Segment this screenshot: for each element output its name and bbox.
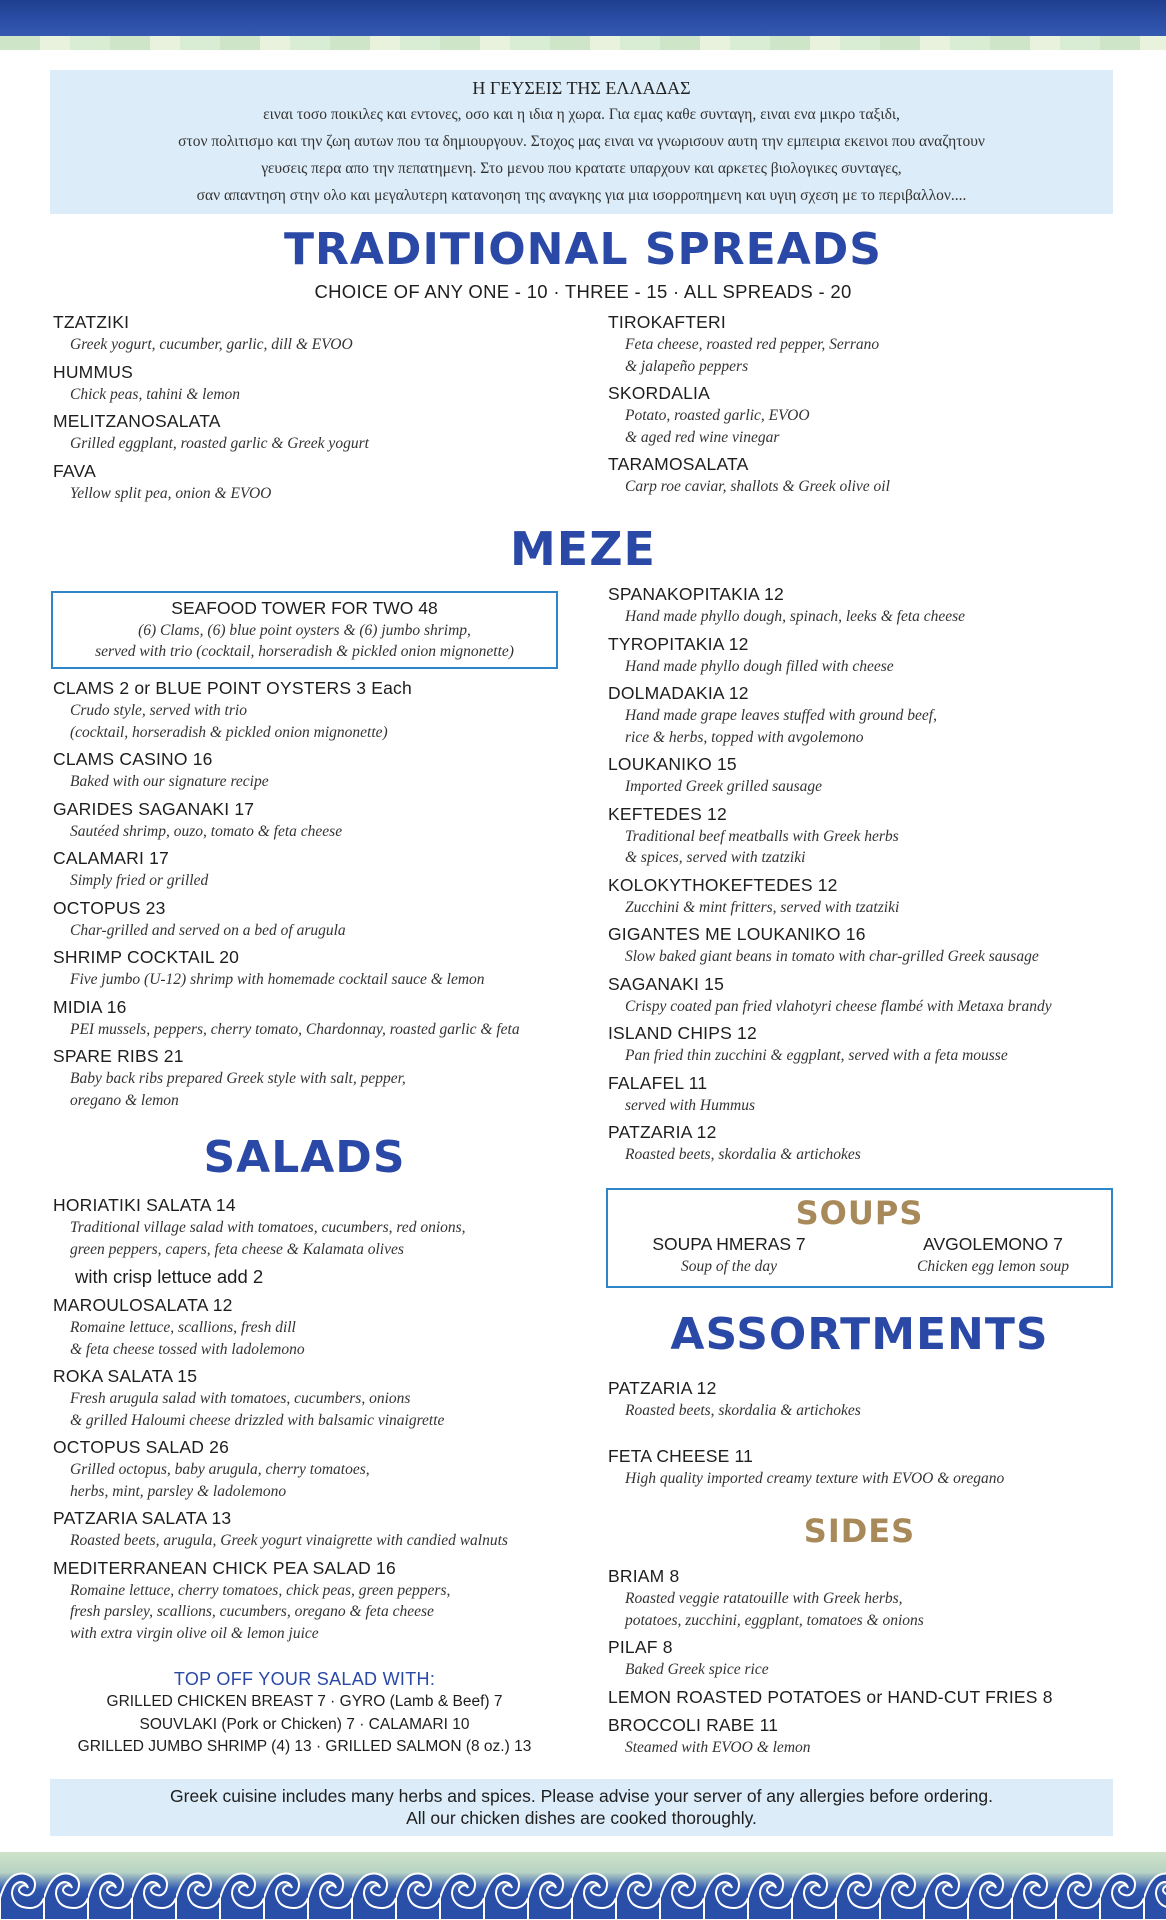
soups-heading: SOUPS [795,1194,924,1232]
menu-item [53,1045,573,1111]
meze-heading: MEZE [510,522,656,576]
item-name: BROCCOLI RABE 11 [608,1714,779,1735]
salad-topoff [51,1667,558,1759]
item-name: PILAF 8 [608,1637,673,1657]
item-name: KOLOKYTHOKEFTEDES 12 [608,874,838,895]
intro-line: στον πολιτισμο και την ζωη αυτων που τα δημιουργουν. Στοχος μας ειναι να γνωρισουν αυτη την εμπειρια εκεινοι που αναζητουν [178,133,985,150]
item-desc: Slow baked giant beans in tomato with char-grilled Greek sausage [625,948,1039,965]
menu-item [53,1365,573,1431]
item-name: OCTOPUS 23 [53,897,166,918]
intro-panel [50,70,1113,214]
item-name: SPANAKOPITAKIA 12 [608,584,784,604]
assortments-heading: ASSORTMENTS [670,1309,1049,1360]
menu-item [53,1294,573,1360]
soup-item [624,1233,834,1277]
bottom-wave-band [0,1852,1166,1920]
sides-column [608,1565,1148,1763]
menu-item [53,847,573,892]
item-name: FAVA [53,460,96,481]
menu-item [53,1507,573,1552]
item-name: OCTOPUS SALAD 26 [53,1437,229,1457]
item-desc: Yellow split pea, onion & EVOO [70,484,272,502]
item-name: KEFTEDES 12 [608,803,727,824]
menu-item [608,1714,1148,1759]
item-desc: Romaine lettuce, scallions, fresh dill & feta cheese tossed with ladolemono [70,1319,305,1358]
salads-column [53,1194,573,1649]
topoff-line: SOUVLAKI (Pork or Chicken) 7 · CALAMARI 10 [139,1715,470,1733]
sides-heading: SIDES [803,1512,916,1550]
menu-item [608,1121,1128,1166]
item-name: PATZARIA 12 [608,1378,717,1398]
item-desc: Baby back ribs prepared Greek style with salt, pepper, oregano & lemon [70,1070,406,1109]
item-desc: Potato, roasted garlic, EVOO & aged red wine vinegar [625,407,810,446]
menu-item [53,460,573,505]
menu-item [53,897,573,942]
menu-item [608,453,1128,498]
item-name: SKORDALIA [608,383,710,403]
item-desc: Soup of the day [681,1258,777,1275]
item-desc: served with Hummus [625,1096,756,1114]
item-desc: served with trio (cocktail, horseradish & pickled onion mignonette) [95,643,514,660]
notice-line: All our chicken dishes are cooked thoroughly. [406,1808,757,1828]
item-desc: Char-grilled and served on a bed of arugula [70,921,346,939]
menu-item [608,1636,1148,1681]
salad-addon: with crisp lettuce add 2 [75,1266,264,1287]
item-desc: PEI mussels, peppers, cherry tomato, Chardonnay, roasted garlic & feta [70,1020,520,1038]
allergy-notice [50,1779,1113,1836]
menu-item [53,996,573,1041]
item-desc: Sautéed shrimp, ouzo, tomato & feta cheese [70,822,343,840]
item-desc: Steamed with EVOO & lemon [625,1738,811,1756]
menu-item [53,311,573,356]
item-name: DOLMADAKIA 12 [608,683,749,703]
item-name: FETA CHEESE 11 [608,1445,754,1466]
item-name: HUMMUS [53,361,133,382]
item-desc: Simply fried or grilled [70,872,209,889]
spreads-right-column [608,311,1128,503]
spreads-heading: TRADITIONAL SPREADS [283,224,882,275]
item-name: CLAMS 2 or BLUE POINT OYSTERS 3 Each [53,678,412,698]
menu-item [53,677,573,743]
menu-item [608,682,1128,748]
soup-item [888,1233,1098,1277]
item-desc: Chick peas, tahini & lemon [70,385,241,403]
topoff-line: GRILLED CHICKEN BREAST 7 · GYRO (Lamb & Beef) 7 [106,1693,503,1710]
intro-title: Η ΓΕΥΣΕΙΣ ΤΗΣ ΕΛΛΑΔΑΣ [472,78,691,98]
item-desc: High quality imported creamy texture with EVOO & oregano [625,1469,1005,1487]
item-desc: Imported Greek grilled sausage [625,778,823,795]
item-name: TIROKAFTERI [608,312,726,332]
intro-line: γευσεις περα απο την πεπατημενη. Στο μενου που κρατατε υπαρχουν και αρκετες βιολογικες συνταγες, [261,160,902,177]
item-desc: Fresh arugula salad with tomatoes, cucumbers, onions & grilled Haloumi cheese drizzled with balsamic vinaigrette [70,1390,445,1429]
item-name: FALAFEL 11 [608,1072,708,1093]
seafood-tower-box [51,591,558,669]
item-desc: Hand made phyllo dough, spinach, leeks & feta cheese [625,608,966,625]
menu-item [608,753,1128,798]
item-name: MIDIA 16 [53,996,127,1017]
item-desc: Grilled octopus, baby arugula, cherry tomatoes, herbs, mint, parsley & ladolemono [70,1461,370,1500]
menu-item [608,311,1128,377]
item-name: MELITZANOSALATA [53,411,221,431]
menu-item [608,633,1128,678]
item-name: CALAMARI 17 [53,848,169,868]
menu-item [608,1377,1128,1422]
item-name: BRIAM 8 [608,1566,680,1586]
intro-line: σαν απαντηση στην ολο και μεγαλυτερη κατανοηση της αναγκης για μια ισορροπημενη και υγιη σχεση με το περιβαλλον.... [196,187,967,204]
menu-item [53,410,573,455]
menu-item [53,748,573,793]
item-desc: Crudo style, served with trio (cocktail, horseradish & pickled onion mignonette) [70,702,388,741]
menu-item [608,583,1128,628]
item-name: MEDITERRANEAN CHICK PEA SALAD 16 [53,1557,396,1578]
top-decorative-band [0,0,1166,36]
item-desc: Roasted beets, arugula, Greek yogurt vinaigrette with candied walnuts [70,1532,508,1549]
item-desc: Five jumbo (U-12) shrimp with homemade cocktail sauce & lemon [70,971,485,988]
menu-item [608,1022,1128,1067]
meze-right-column [608,583,1128,1171]
item-name: TZATZIKI [53,312,130,332]
item-name: PATZARIA SALATA 13 [53,1508,232,1528]
item-name: SOUPA HMERAS 7 [652,1234,806,1254]
item-desc: Roasted beets, skordalia & artichokes [625,1402,861,1419]
item-name: LEMON ROASTED POTATOES or HAND-CUT FRIES 8 [608,1686,1053,1707]
menu-item [608,1072,1128,1117]
menu-item [53,1436,573,1502]
topoff-heading: TOP OFF YOUR SALAD WITH: [173,1669,436,1689]
intro-line: ειναι τοσο ποικιλες και εντονες, οσο και η ιδια η χωρα. Για εμας καθε συνταγη, ειναι ενα μικρο ταξιδι, [263,106,900,123]
item-desc: Greek yogurt, cucumber, garlic, dill & EVOO [70,336,353,353]
item-desc: Crispy coated pan fried vlahotyri cheese flambé with Metaxa brandy [625,997,1052,1015]
item-name: CLAMS CASINO 16 [53,749,213,769]
item-name: TYROPITAKIA 12 [608,633,749,654]
menu-item [53,1557,573,1645]
item-name: GARIDES SAGANAKI 17 [53,798,255,819]
spreads-left-column [53,311,573,509]
item-desc: Grilled eggplant, roasted garlic & Greek yogurt [70,435,369,452]
menu-item [53,361,573,406]
item-desc: Baked Greek spice rice [625,1661,769,1678]
item-name: AVGOLEMONO 7 [923,1234,1063,1254]
topoff-line: GRILLED JUMBO SHRIMP (4) 13 · GRILLED SALMON (8 oz.) 13 [77,1738,532,1755]
meze-left-column [53,677,573,1116]
item-name: SAGANAKI 15 [608,973,725,994]
item-name: SPARE RIBS 21 [53,1046,184,1066]
item-desc: Traditional beef meatballs with Greek herbs & spices, served with tzatziki [625,827,899,866]
item-name: HORIATIKI SALATA 14 [53,1195,236,1215]
menu-item [53,1194,573,1260]
item-desc: Traditional village salad with tomatoes, cucumbers, red onions, green peppers, capers, feta cheese & Kalamata olives [70,1219,466,1258]
item-desc: Feta cheese, roasted red pepper, Serrano & jalapeño peppers [625,336,880,375]
item-name: SHRIMP COCKTAIL 20 [53,947,240,967]
item-name: SEAFOOD TOWER FOR TWO 48 [171,598,438,618]
soups-box [606,1188,1113,1288]
item-desc: (6) Clams, (6) blue point oysters & (6) jumbo shrimp, [138,622,471,639]
menu-item [608,973,1128,1018]
item-desc: Baked with our signature recipe [70,773,269,790]
assortments-column [608,1377,1128,1494]
salads-heading: SALADS [203,1132,406,1183]
menu-item [608,803,1128,869]
item-desc: Chicken egg lemon soup [917,1258,1069,1275]
item-desc: Zucchini & mint fritters, served with tzatziki [625,898,900,916]
spreads-choice: CHOICE OF ANY ONE - 10 · THREE - 15 · ALL SPREADS - 20 [314,281,852,302]
item-name: MAROULOSALATA 12 [53,1295,233,1315]
item-desc: Carp roe caviar, shallots & Greek olive oil [625,478,890,495]
item-name: ISLAND CHIPS 12 [608,1023,757,1043]
item-desc: Roasted beets, skordalia & artichokes [625,1146,861,1163]
item-name: PATZARIA 12 [608,1122,717,1142]
menu-item [608,382,1128,448]
item-desc: Hand made grape leaves stuffed with ground beef, rice & herbs, topped with avgolemono [625,707,937,746]
menu-item [608,923,1128,968]
item-name: GIGANTES ME LOUKANIKO 16 [608,924,866,944]
menu-item [53,946,573,991]
menu-item [608,1686,1148,1709]
menu-item [53,798,573,843]
notice-line: Greek cuisine includes many herbs and spices. Please advise your server of any allergies before ordering. [170,1786,993,1806]
item-name: ROKA SALATA 15 [53,1366,198,1386]
item-desc: Romaine lettuce, cherry tomatoes, chick peas, green peppers, fresh parsley, scallions, cucumbers, oregano & feta cheese with extra virgin olive oil & lemon juice [70,1581,451,1642]
item-desc: Pan fried thin zucchini & eggplant, served with a feta mousse [625,1047,1008,1064]
item-name: TARAMOSALATA [608,454,749,474]
menu-item [608,874,1128,919]
item-name: LOUKANIKO 15 [608,754,737,774]
item-desc: Hand made phyllo dough filled with cheese [625,657,894,675]
wave-pattern-icon [0,1852,1166,1920]
item-desc: Roasted veggie ratatouille with Greek herbs, potatoes, zucchini, eggplant, tomatoes & onions [625,1590,924,1629]
menu-item [608,1445,1128,1490]
menu-item [608,1565,1148,1631]
